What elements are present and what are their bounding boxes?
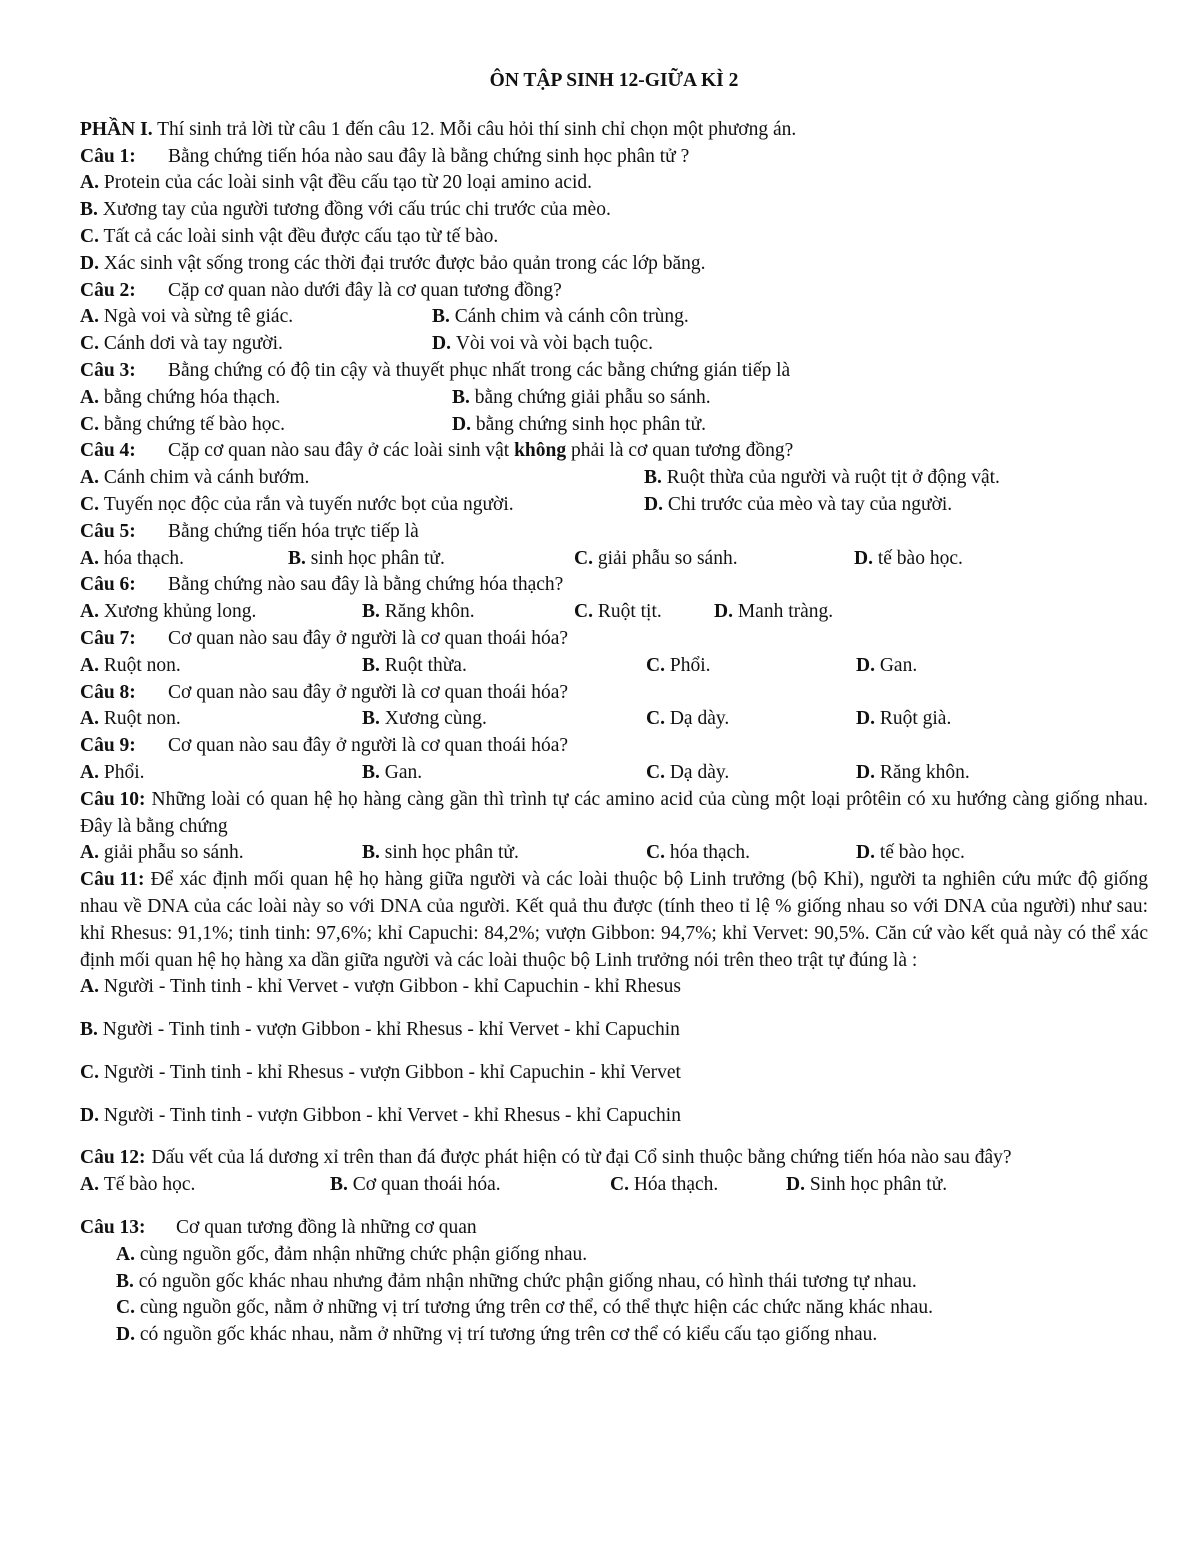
q3-option-a: A. bằng chứng hóa thạch. [80, 386, 281, 408]
q2-option-a: A. Ngà voi và sừng tê giác. [80, 306, 294, 328]
q2-options-row-2 [80, 331, 1148, 358]
question-5: Câu 5: Bằng chứng tiến hóa trực tiếp là [80, 520, 419, 542]
q11-option-a: A. Người - Tinh tinh - khỉ Vervet - vượn Gibbon - khỉ Capuchin - khỉ Rhesus [80, 976, 681, 998]
q2-option-b: B. Cánh chim và cánh côn trùng. [432, 306, 689, 328]
q3-option-b: B. bằng chứng giải phẫu so sánh. [452, 386, 711, 408]
q6-option-a: A. Xương khủng long. [80, 601, 257, 623]
q11-option-c: C. Người - Tinh tinh - khỉ Rhesus - vượn Gibbon - khỉ Capuchin - khỉ Vervet [80, 1061, 681, 1083]
q3-option-d: D. bằng chứng sinh học phân tử. [452, 413, 707, 435]
q3-options-row-2 [80, 412, 1148, 439]
q10-option-c: C. hóa thạch. [646, 842, 750, 864]
q13-option-a: A. cùng nguồn gốc, đảm nhận những chức phận giống nhau. [116, 1243, 588, 1265]
q12-option-b: B. Cơ quan thoái hóa. [330, 1174, 501, 1196]
q1-option-d: D. Xác sinh vật sống trong các thời đại trước được bảo quản trong các lớp băng. [80, 252, 706, 274]
q7-option-c: C. Phổi. [646, 654, 711, 676]
q13-option-c: C. cùng nguồn gốc, nằm ở những vị trí tương ứng trên cơ thể, có thể thực hiện các chức năng khác nhau. [116, 1297, 933, 1319]
q5-option-d: D. tế bào học. [854, 547, 963, 569]
q4-options-row-1 [80, 465, 1148, 492]
q3-option-c: C. bằng chứng tế bào học. [80, 413, 285, 435]
question-7: Câu 7: Cơ quan nào sau đây ở người là cơ quan thoái hóa? [80, 627, 569, 649]
q6-option-d: D. Manh tràng. [714, 601, 834, 623]
q9-options [80, 760, 1148, 787]
question-1: Câu 1: Bằng chứng tiến hóa nào sau đây là bằng chứng sinh học phân tử ? [80, 145, 690, 167]
q3-options-row-1 [80, 385, 1148, 412]
emphasis-not: không [514, 440, 567, 462]
q12-options [80, 1172, 1148, 1199]
q12-option-a: A. Tế bào học. [80, 1174, 196, 1196]
q2-option-c: C. Cánh dơi và tay người. [80, 333, 283, 355]
q4-option-a: A. Cánh chim và cánh bướm. [80, 467, 310, 489]
question-11: Câu 11: Để xác định mối quan hệ họ hàng giữa người và các loài thuộc bộ Linh trưởng (bộ Khỉ), người ta nghiên cứu mức độ giống nhau về DNA của các loài này so với DNA của người. Kết quả thu được (tính theo tỉ lệ % giống nhau so với DNA của người) như sau: khỉ Rhesus: 91,1%; tinh tinh: 97,6%; khỉ Capuchi: 84,2%; vượn Gibbon: 94,7%; khỉ Vervet: 90,5%. Căn cứ vào kết quả này có thể xác định mối quan hệ họ hàng xa dần giữa người và các loài thuộc bộ Linh trưởng nói trên theo trật tự đúng là : [80, 869, 1148, 971]
q8-option-a: A. Ruột non. [80, 708, 181, 730]
q4-option-c: C. Tuyến nọc độc của rắn và tuyến nước bọt của người. [80, 493, 514, 515]
question-3: Câu 3: Bằng chứng có độ tin cậy và thuyết phục nhất trong các bằng chứng gián tiếp là [80, 359, 791, 381]
q8-option-c: C. Dạ dày. [646, 708, 730, 730]
q7-option-d: D. Gan. [856, 654, 918, 676]
q11-option-d: D. Người - Tinh tinh - vượn Gibbon - khỉ Vervet - khỉ Rhesus - khỉ Capuchin [80, 1104, 681, 1126]
q8-options [80, 706, 1148, 733]
q2-options-row-1 [80, 304, 1148, 331]
q7-options [80, 653, 1148, 680]
q9-option-a: A. Phổi. [80, 761, 145, 783]
q12-option-d: D. Sinh học phân tử. [786, 1174, 948, 1196]
q10-option-a: A. giải phẫu so sánh. [80, 842, 244, 864]
q6-option-c: C. Ruột tịt. [574, 601, 662, 623]
q4-option-d: D. Chi trước của mèo và tay của người. [644, 493, 953, 515]
question-9: Câu 9: Cơ quan nào sau đây ở người là cơ quan thoái hóa? [80, 735, 569, 757]
q11-option-b: B. Người - Tinh tinh - vượn Gibbon - khỉ Rhesus - khỉ Vervet - khỉ Capuchin [80, 1019, 680, 1041]
question-6: Câu 6: Bằng chứng nào sau đây là bằng chứng hóa thạch? [80, 574, 564, 596]
q12-option-c: C. Hóa thạch. [610, 1174, 719, 1196]
q7-option-a: A. Ruột non. [80, 654, 181, 676]
q1-option-c: C. Tất cả các loài sinh vật đều được cấu tạo từ tế bào. [80, 225, 499, 247]
q5-options [80, 546, 1148, 573]
question-13: Câu 13: Cơ quan tương đồng là những cơ quan [80, 1217, 477, 1239]
q13-option-d: D. có nguồn gốc khác nhau, nằm ở những vị trí tương ứng trên cơ thể có kiểu cấu tạo giống nhau. [116, 1324, 878, 1346]
q4-option-b: B. Ruột thừa của người và ruột tịt ở động vật. [644, 467, 1000, 489]
q1-option-b: B. Xương tay của người tương đồng với cấu trúc chi trước của mèo. [80, 199, 611, 221]
q10-option-b: B. sinh học phân tử. [362, 842, 519, 864]
q13-option-b: B. có nguồn gốc khác nhau nhưng đảm nhận những chức phận giống nhau, có hình thái tương tự nhau. [116, 1270, 917, 1292]
q6-option-b: B. Răng khôn. [362, 601, 475, 623]
q1-option-a: A. Protein của các loài sinh vật đều cấu tạo từ 20 loại amino acid. [80, 172, 593, 194]
q2-option-d: D. Vòi voi và vòi bạch tuộc. [432, 333, 653, 355]
question-12: Câu 12: Dấu vết của lá dương xỉ trên than đá được phát hiện có từ đại Cổ sinh thuộc bằng chứng tiến hóa nào sau đây? [80, 1147, 1012, 1169]
q10-options [80, 840, 1148, 867]
q5-option-b: B. sinh học phân tử. [288, 547, 445, 569]
q6-options [80, 599, 1148, 626]
q9-option-d: D. Răng khôn. [856, 761, 970, 783]
q5-option-a: A. hóa thạch. [80, 547, 184, 569]
q7-option-b: B. Ruột thừa. [362, 654, 467, 676]
q10-option-d: D. tế bào học. [856, 842, 965, 864]
q4-options-row-2 [80, 492, 1148, 519]
question-10: Câu 10: Những loài có quan hệ họ hàng càng gần thì trình tự các amino acid của cùng một loại prôtêin có xu hướng càng giống nhau. Đây là bằng chứng [80, 788, 1148, 837]
question-4: Câu 4: Cặp cơ quan nào sau đây ở các loài sinh vật không phải là cơ quan tương đồng? [80, 438, 1148, 465]
question-8: Câu 8: Cơ quan nào sau đây ở người là cơ quan thoái hóa? [80, 681, 569, 703]
q9-option-c: C. Dạ dày. [646, 761, 730, 783]
part-1-instruction: PHẦN I. Thí sinh trả lời từ câu 1 đến câu 12. Mỗi câu hỏi thí sinh chỉ chọn một phương án. [80, 118, 797, 140]
document-title: ÔN TẬP SINH 12-GIỮA KÌ 2 [489, 70, 739, 91]
q8-option-b: B. Xương cùng. [362, 708, 487, 730]
q8-option-d: D. Ruột già. [856, 708, 952, 730]
q5-option-c: C. giải phẫu so sánh. [574, 547, 738, 569]
question-2: Câu 2: Cặp cơ quan nào dưới đây là cơ quan tương đồng? [80, 279, 562, 301]
q9-option-b: B. Gan. [362, 761, 423, 783]
part-label: PHẦN I. [80, 118, 153, 140]
